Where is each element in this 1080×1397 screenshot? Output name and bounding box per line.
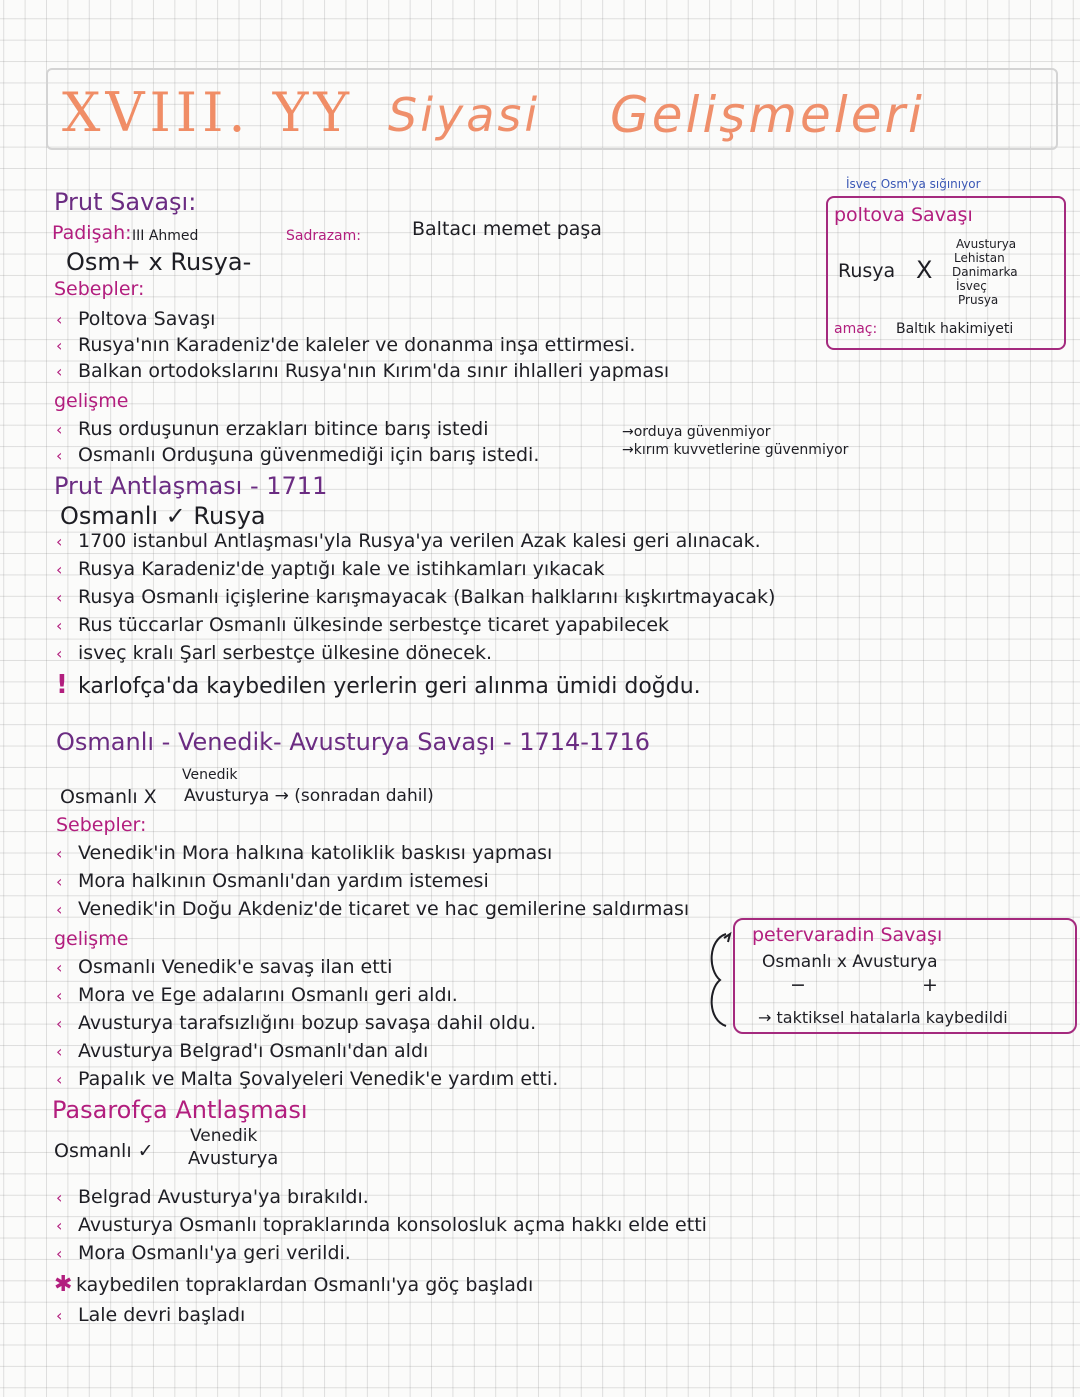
- ovav-parties-bottom: Avusturya → (sonradan dahil): [184, 786, 434, 806]
- pasarofca-item-3: ‹ Mora Osmanlı'ya geri verildi.: [56, 1242, 351, 1264]
- poltova-title: poltova Savaşı: [834, 204, 973, 226]
- petervaradin-minus: −: [790, 974, 806, 996]
- ovav-heading: Osmanlı - Venedik- Avusturya Savaşı - 1714-1716: [56, 728, 651, 756]
- title-gelismeleri: Gelişmeleri: [610, 86, 925, 144]
- prut-heading: Prut Savaşı:: [54, 188, 197, 216]
- ovav-gelisme-3: ‹ Avusturya tarafsızlığını bozup savaşa dahil oldu.: [56, 1012, 537, 1034]
- petervaradin-sides: Osmanlı x Avusturya: [762, 952, 938, 972]
- prut-gelisme-1: ‹ Rus orduşunun erzakları bitince barış istedi: [56, 418, 489, 440]
- pasarofca-star-item: ✱ kaybedilen topraklardan Osmanlı'ya göç başladı: [54, 1272, 534, 1297]
- prut-sebep-2: ‹ Rusya'nın Karadeniz'de kaleler ve donanma inşa ettirmesi.: [56, 334, 636, 356]
- poltova-note: İsveç Osm'ya sığınıyor: [846, 177, 981, 191]
- poltova-amac-value: Baltık hakimiyeti: [896, 321, 1014, 337]
- poltova-left: Rusya: [838, 260, 896, 282]
- petervaradin-plus: +: [922, 974, 938, 996]
- prut-antlasmasi-item-1: ‹ 1700 istanbul Antlaşması'yla Rusya'ya verilen Azak kalesi geri alınacak.: [56, 530, 761, 552]
- prut-parties: Osm+ x Rusya-: [66, 248, 252, 276]
- pasarofca-last-item: ‹ Lale devri başladı: [56, 1304, 246, 1326]
- prut-sebep-1: ‹ Poltova Savaşı: [56, 308, 216, 330]
- title-roman: XVIII. YY: [62, 81, 355, 144]
- ovav-parties-top: Venedik: [182, 767, 238, 783]
- ovav-gelisme-2: ‹ Mora ve Ege adalarını Osmanlı geri aldı.: [56, 984, 458, 1006]
- sadrazam-value: Baltacı memet paşa: [412, 218, 602, 240]
- padisah-value: III Ahmed: [132, 228, 199, 244]
- petervaradin-title: petervaradin Savaşı: [752, 924, 943, 946]
- padisah-label: Padişah:: [52, 222, 132, 244]
- ovav-gelisme-5: ‹ Papalık ve Malta Şovalyeleri Venedik'e yardım etti.: [56, 1068, 559, 1090]
- prut-antlasmasi-item-4: ‹ Rus tüccarlar Osmanlı ülkesinde serbestçe ticaret yapabilecek: [56, 614, 670, 636]
- pasarofca-parties-left: Osmanlı ✓: [54, 1140, 154, 1162]
- ovav-parties-left: Osmanlı X: [60, 786, 157, 808]
- prut-sebepler-label: Sebepler:: [54, 278, 145, 300]
- ovav-sebep-3: ‹ Venedik'in Doğu Akdeniz'de ticaret ve hac gemilerine saldırması: [56, 898, 690, 920]
- prut-gelisme-note-1: →orduya güvenmiyor: [622, 424, 771, 440]
- petervaradin-note: → taktiksel hatalarla kaybedildi: [758, 1008, 1008, 1027]
- pasarofca-item-2: ‹ Avusturya Osmanlı topraklarında konsolosluk açma hakkı elde etti: [56, 1214, 707, 1236]
- ovav-sebep-2: ‹ Mora halkının Osmanlı'dan yardım istemesi: [56, 870, 489, 892]
- poltova-right-5: Prusya: [958, 293, 999, 307]
- poltova-amac-label: amaç:: [834, 321, 878, 337]
- pasarofca-parties-bottom: Avusturya: [188, 1148, 279, 1169]
- ovav-gelisme-1: ‹ Osmanlı Venedik'e savaş ilan etti: [56, 956, 393, 978]
- prut-gelisme-label: gelişme: [54, 390, 129, 412]
- prut-antlasmasi-heading: Prut Antlaşması - 1711: [54, 472, 328, 500]
- ovav-gelisme-4: ‹ Avusturya Belgrad'ı Osmanlı'dan aldı: [56, 1040, 429, 1062]
- prut-antlasmasi-item-5: ‹ isveç kralı Şarl serbestçe ülkesine dönecek.: [56, 642, 493, 664]
- poltova-right-2: Lehistan: [954, 251, 1005, 265]
- petervaradin-brace: [698, 930, 738, 1030]
- sadrazam-label: Sadrazam:: [286, 228, 361, 244]
- pasarofca-parties-top: Venedik: [190, 1126, 258, 1146]
- prut-antlasmasi-parties: Osmanlı ✓ Rusya: [60, 502, 266, 530]
- prut-antlasmasi-item-2: ‹ Rusya Karadeniz'de yaptığı kale ve istihkamları yıkacak: [56, 558, 605, 580]
- poltova-right-3: Danimarka: [952, 265, 1018, 279]
- prut-gelisme-note-2: →kırım kuvvetlerine güvenmiyor: [622, 442, 849, 458]
- ovav-gelisme-label: gelişme: [54, 928, 129, 950]
- ovav-sebepler-label: Sebepler:: [56, 814, 147, 836]
- prut-gelisme-2: ‹ Osmanlı Orduşuna güvenmediği için barış istedi.: [56, 444, 540, 466]
- poltova-x: X: [916, 256, 933, 284]
- prut-antlasmasi-highlight: ! karlofça'da kaybedilen yerlerin geri alınma ümidi doğdu.: [56, 670, 701, 700]
- prut-sebep-3: ‹ Balkan ortodokslarını Rusya'nın Kırım'da sınır ihlalleri yapması: [56, 360, 670, 382]
- poltova-right-4: İsveç: [956, 279, 987, 293]
- poltova-right-1: Avusturya: [956, 237, 1017, 251]
- ovav-sebep-1: ‹ Venedik'in Mora halkına katoliklik baskısı yapması: [56, 842, 553, 864]
- prut-antlasmasi-item-3: ‹ Rusya Osmanlı içişlerine karışmayacak (Balkan halklarını kışkırtmayacak): [56, 586, 776, 608]
- pasarofca-heading: Pasarofça Antlaşması: [52, 1096, 308, 1124]
- title-siyasi: Siyasi: [388, 88, 541, 142]
- pasarofca-item-1: ‹ Belgrad Avusturya'ya bırakıldı.: [56, 1186, 369, 1208]
